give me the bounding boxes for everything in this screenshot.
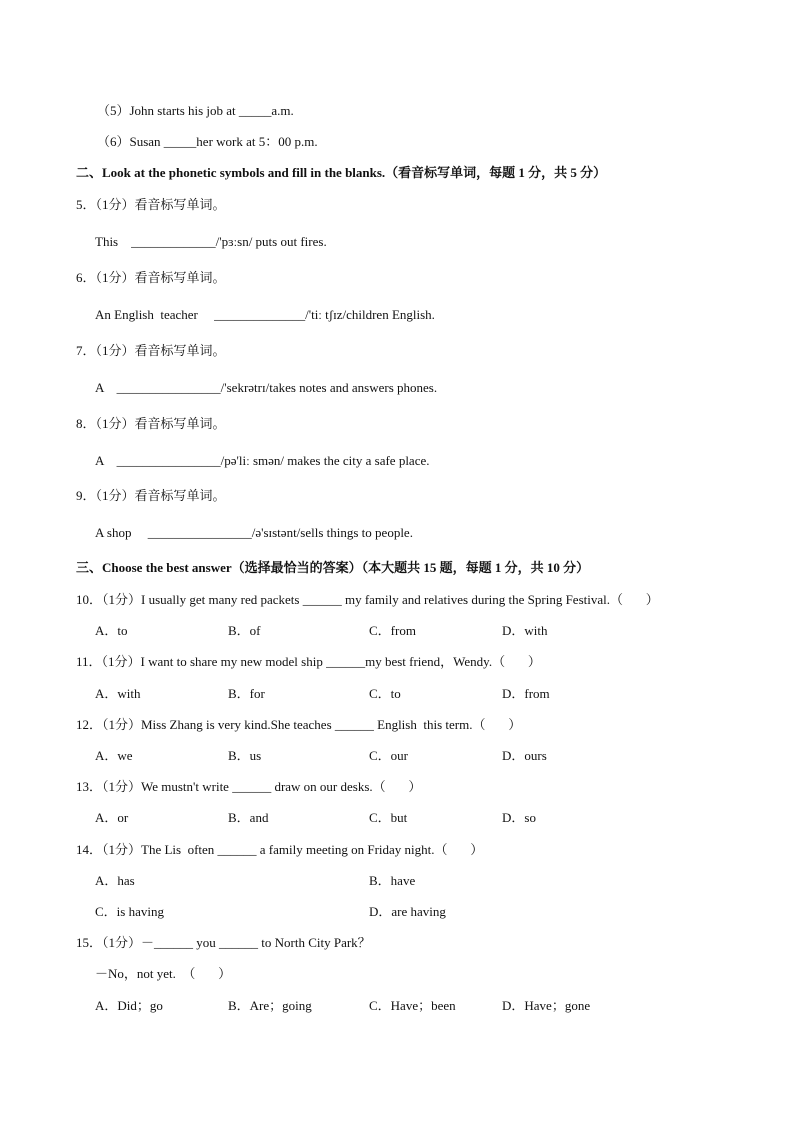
question-15-option-c[interactable]: C．Have；been (369, 998, 456, 1013)
question-12-option-d[interactable]: D．ours (502, 748, 547, 763)
question-10-option-b[interactable]: B．of (228, 623, 261, 638)
question-14-option-b[interactable]: B．have (369, 873, 416, 888)
question-8-sentence: A ________________/pə'liː smən/ makes the city a safe place. (95, 453, 430, 468)
question-5-sentence: This _____________/'pɜːsn/ puts out fires. (95, 234, 327, 249)
question-9-sentence: A shop ________________/ə'sɪstənt/sells things to people. (95, 525, 413, 540)
section-2-title: 二、Look at the phonetic symbols and fill in the blanks.（看音标写单词，每题 1 分，共 5 分） (76, 165, 607, 180)
question-7-sentence: A ________________/'sekrətrɪ/takes notes and answers phones. (95, 380, 438, 395)
question-14-option-c[interactable]: C．is having (95, 904, 164, 919)
question-13-option-a[interactable]: A．or (95, 810, 129, 825)
item-6: （6）Susan _____her work at 5：00 p.m. (97, 134, 318, 149)
question-12-option-a[interactable]: A．we (95, 748, 133, 763)
question-8-stem: 8．（1分）看音标写单词。 (76, 416, 226, 431)
question-14-option-d[interactable]: D．are having (369, 904, 446, 919)
question-10-stem: 10．（1分）I usually get many red packets ______ my family and relatives during the Spring Festival.（ ） (76, 592, 659, 607)
question-6-stem: 6．（1分）看音标写单词。 (76, 270, 226, 285)
question-15-option-b[interactable]: B．Are；going (228, 998, 312, 1013)
question-12-option-c[interactable]: C．our (369, 748, 409, 763)
section-3-title: 三、Choose the best answer（选择最恰当的答案）（本大题共 15 题，每题 1 分，共 10 分） (76, 560, 590, 575)
question-15-option-d[interactable]: D．Have；gone (502, 998, 591, 1013)
question-14-stem: 14．（1分）The Lis often ______ a family meeting on Friday night.（ ） (76, 842, 484, 857)
question-10-option-a[interactable]: A．to (95, 623, 128, 638)
question-13-option-c[interactable]: C．but (369, 810, 408, 825)
question-15-option-a[interactable]: A．Did；go (95, 998, 163, 1013)
question-11-option-c[interactable]: C．to (369, 686, 401, 701)
question-11-stem: 11．（1分）I want to share my new model ship ______my best friend，Wendy.（ ） (76, 654, 541, 669)
question-13-option-b[interactable]: B．and (228, 810, 269, 825)
question-12-option-b[interactable]: B．us (228, 748, 262, 763)
question-11-option-d[interactable]: D．from (502, 686, 550, 701)
question-11-option-a[interactable]: A．with (95, 686, 141, 701)
question-5-stem: 5．（1分）看音标写单词。 (76, 197, 226, 212)
question-10-option-d[interactable]: D．with (502, 623, 548, 638)
item-5: （5）John starts his job at _____a.m. (97, 103, 294, 118)
question-13-stem: 13．（1分）We mustn't write ______ draw on our desks.（ ） (76, 779, 422, 794)
question-12-stem: 12．（1分）Miss Zhang is very kind.She teaches ______ English this term.（ ） (76, 717, 522, 732)
question-15-stem-reply: －No，not yet. （ ） (95, 966, 232, 981)
question-13-option-d[interactable]: D．so (502, 810, 536, 825)
question-10-option-c[interactable]: C．from (369, 623, 416, 638)
question-14-option-a[interactable]: A．has (95, 873, 135, 888)
question-9-stem: 9．（1分）看音标写单词。 (76, 488, 226, 503)
question-15-stem: 15．（1分）－______ you ______ to North City Park？ (76, 935, 371, 950)
question-7-stem: 7．（1分）看音标写单词。 (76, 343, 226, 358)
question-6-sentence: An English teacher ______________/'tiː tʃɪz/children English. (95, 307, 435, 322)
question-11-option-b[interactable]: B．for (228, 686, 265, 701)
